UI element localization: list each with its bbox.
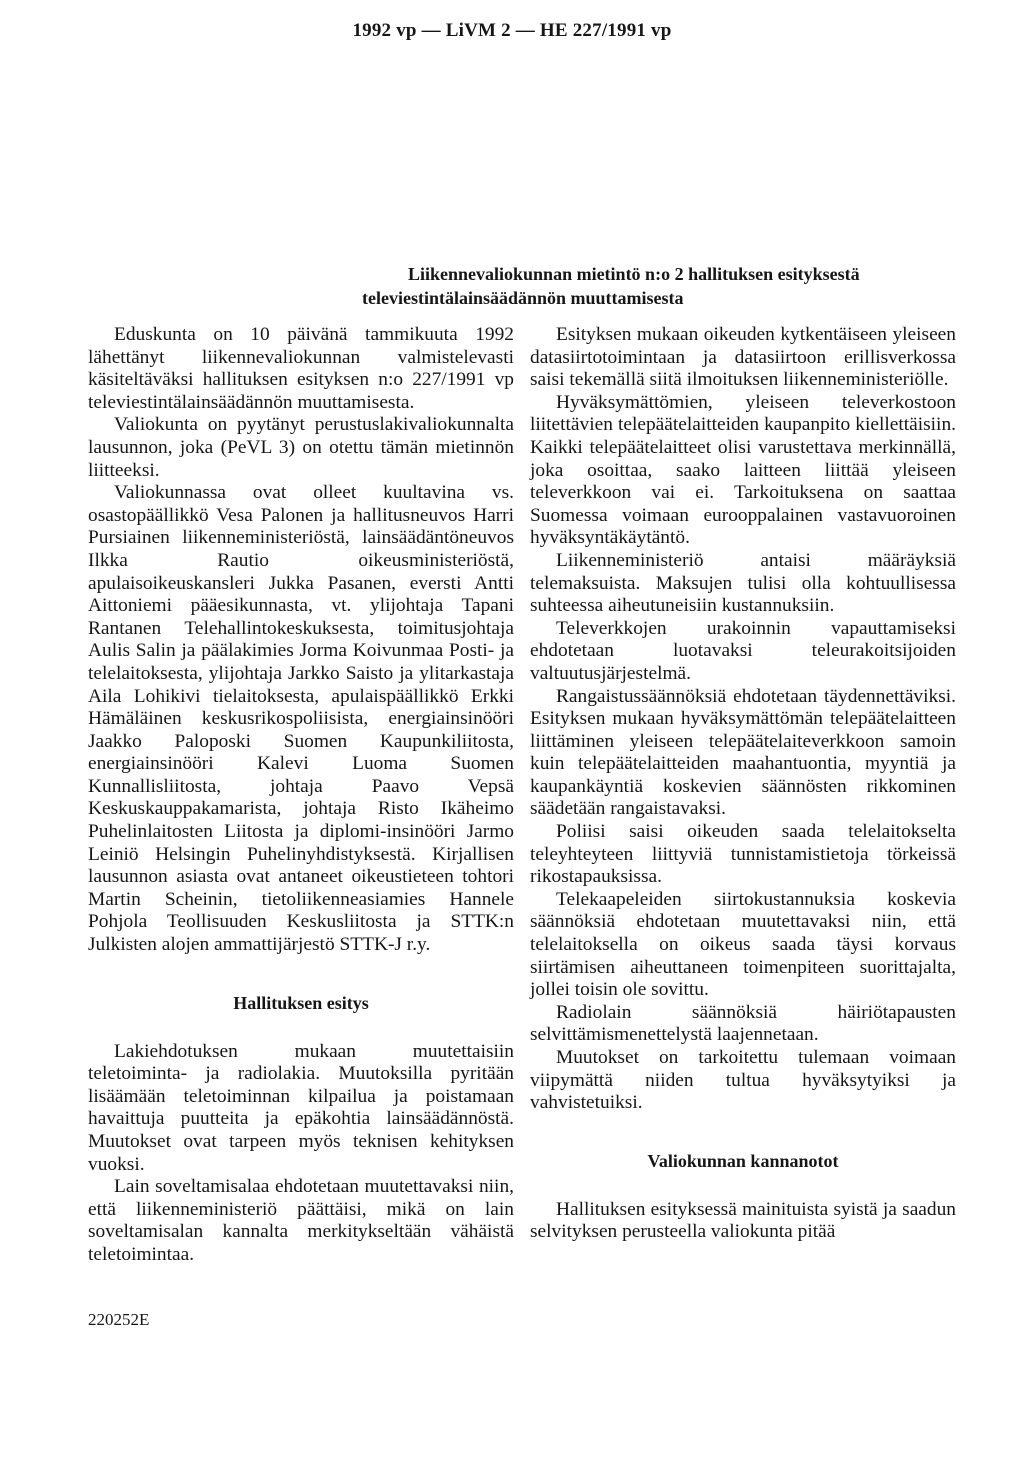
section-heading: Valiokunnan kannanotot (647, 1150, 839, 1171)
paragraph: Liikenneministeriö antaisi määräyksiä telemaksuista. Maksujen tulisi olla kohtuullisessa suhteessa aiheutuneisiin kustannuksiin. (530, 549, 956, 617)
footer-code: 220252E (88, 1310, 150, 1329)
running-head: 1992 vp — LiVM 2 — HE 227/1991 vp (352, 20, 672, 41)
right-column (530, 324, 956, 1244)
paragraph: Telekaapeleiden siirtokustannuksia koskevia säännöksiä ehdotetaan muutettavaksi niin, että telelaitoksella on oikeus saada täysi korvaus siirtämisen aiheuttaneen toimenpiteen suorittajalta, jollei toisin ole sovittu. (530, 888, 956, 1001)
document-title: Liikennevaliokunnan mietintö n:o 2 hallituksen esityksestä televiestintälainsäädännön muuttamisesta (362, 264, 860, 308)
paragraph: Valiokunnassa ovat olleet kuultavina vs. osastopäällikkö Vesa Palonen ja hallitusneuvos Harri Pursiainen liikenneministeriöstä, lainsäädäntöneuvos Ilkka Rautio oikeusministeriöstä, apulaisoikeuskansleri Jukka Pasanen, eversti Antti Aittoniemi pääesikunnasta, vt. ylijohtaja Tapani Rantanen Telehallintokeskuksesta, toimitusjohtaja Aulis Salin ja päälakimies Jorma Koivunmaa Posti- ja telelaitoksesta, ylijohtaja Jarkko Saisto ja ylitarkastaja Aila Lohikivi tielaitoksesta, apulaispäällikkö Erkki Hämäläinen keskusrikospoliisista, energiainsinööri Jaakko Paloposki Suomen Kaupunkiliitosta, energiainsinööri Kalevi Luoma Suomen Kunnallisliitosta, johtaja Paavo Vepsä Keskuskauppakamarista, johtaja Risto Ikäheimo Puhelinlaitosten Liitosta ja diplomi-insinööri Jarmo Leiniö Helsingin Puhelinyhdistyksestä. Kirjallisen lausunnon asiasta ovat antaneet oikeustieteen tohtori Martin Scheinin, tietoliikenneasiamies Hannele Pohjola Teollisuuden Keskusliitosta ja STTK:n Julkisten alojen ammattijärjestö STTK-J r.y. (88, 482, 514, 956)
paragraph: Radiolain säännöksiä häiriötapausten selvittämismenettelystä laajennetaan. (530, 1001, 956, 1046)
paragraph: Hallituksen esityksessä mainituista syistä ja saadun selvityksen perusteella valiokunta pitää (530, 1198, 956, 1243)
paragraph: Hyväksymättömien, yleiseen televerkostoon liitettävien telepäätelaitteiden kaupanpito kiellettäisiin. Kaikki telepäätelaitteet olisi varustettava merkinnällä, joka osoittaa, saako laitteen liittää yleiseen televerkkoon vai ei. Tarkoituksena on saattaa Suomessa voimaan eurooppalainen vastavuoroinen hyväksyntäkäytäntö. (530, 391, 956, 549)
section-heading: Hallituksen esitys (233, 992, 369, 1013)
paragraph: Televerkkojen urakoinnin vapauttamiseksi ehdotetaan luotavaksi teleurakoitsijoiden valtuutusjärjestelmä. (530, 617, 956, 684)
paragraph: Rangaistussäännöksiä ehdotetaan täydennettäviksi. Esityksen mukaan hyväksymättömän telepäätelaitteen liittäminen yleiseen telepäätelaiteverkkoon samoin kuin telepäätelaitteiden maahantuontia, myyntiä ja kaupankäyntiä koskevien säännösten rikkominen säädetään rangaistavaksi. (530, 685, 956, 820)
paragraph: Muutokset on tarkoitettu tulemaan voimaan viipymättä niiden tultua hyväksytyiksi ja vahvistetuiksi. (530, 1047, 956, 1114)
paragraph: Poliisi saisi oikeuden saada telelaitokselta teleyhteyteen liittyviä tunnistamistietoja törkeissä rikostapauksissa. (530, 821, 956, 888)
paragraph: Valiokunta on pyytänyt perustuslakivaliokunnalta lausunnon, joka (PeVL 3) on otettu tämän mietinnön liitteeksi. (88, 414, 514, 481)
paragraph: Lakiehdotuksen mukaan muutettaisiin teletoiminta- ja radiolakia. Muutoksilla pyritään lisäämään teletoiminnan kilpailua ja poistamaan havaittuja puutteita ja epäkohtia lainsäädännöstä. Muutokset ovat tarpeen myös teknisen kehityksen vuoksi. (88, 1040, 514, 1175)
left-column (88, 324, 514, 1267)
paragraph: Lain soveltamisalaa ehdotetaan muutettavaksi niin, että liikenneministeriö päättäisi, mikä on lain soveltamisalan kannalta merkitykseltään vähäistä teletoimintaa. (88, 1176, 514, 1265)
paragraph: Esityksen mukaan oikeuden kytkentäiseen yleiseen datasiirtotoimintaan ja datasiirtoon erillisverkossa saisi tekemällä siitä ilmoituksen liikenneministeriölle. (530, 324, 956, 391)
paragraph: Eduskunta on 10 päivänä tammikuuta 1992 lähettänyt liikennevaliokunnan valmistelevasti käsiteltäväksi hallituksen esityksen n:o 227/1991 vp televiestintälainsäädännön muuttamisesta. (88, 324, 514, 413)
